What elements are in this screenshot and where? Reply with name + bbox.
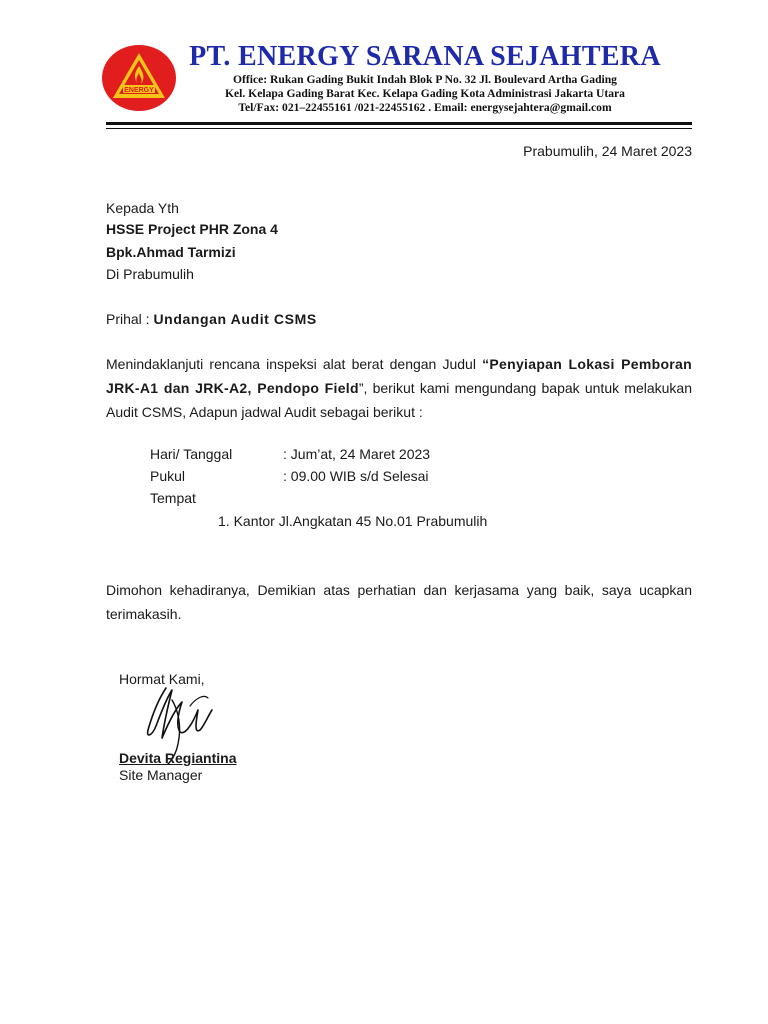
schedule-day-label: Hari/ Tanggal — [150, 446, 233, 462]
schedule-place-label: Tempat — [150, 490, 196, 506]
contact-line: Tel/Fax: 021–22455161 /021-22455162 . Email: energysejahtera@gmail.com — [238, 101, 612, 114]
company-logo — [101, 44, 177, 112]
recipient-organization: HSSE Project PHR Zona 4 — [106, 221, 278, 237]
address-line-1: Office: Rukan Gading Bukit Indah Blok P No. 32 Jl. Boulevard Artha Gading — [233, 73, 617, 86]
subject-label: Prihal : — [106, 311, 154, 327]
regards-text: Hormat Kami, — [119, 671, 205, 687]
body-paragraph — [106, 352, 692, 424]
project-title: “Penyiapan Lokasi Pemboran JRK-A1 dan JRK-A2, Pendopo Field — [106, 356, 692, 396]
schedule-time-value: : 09.00 WIB s/d Selesai — [283, 468, 429, 484]
schedule-day-value: : Jum’at, 24 Maret 2023 — [283, 446, 431, 462]
body-text-1: Menindaklanjuti rencana inspeksi alat berat dengan Judul — [106, 356, 483, 372]
place-date: Prabumulih, 24 Maret 2023 — [523, 143, 692, 159]
letterhead-divider-thick — [106, 122, 692, 125]
subject-line — [106, 310, 317, 328]
company-name: PT. ENERGY SARANA SEJAHTERA — [189, 41, 661, 72]
closing-paragraph: Dimohon kehadiranya, Demikian atas perhatian dan kerjasama yang baik, saya ucapkan terimakasih. — [106, 582, 692, 622]
signer-position: Site Manager — [119, 767, 203, 783]
schedule-time-label: Pukul — [150, 468, 186, 484]
subject-value: Undangan Audit CSMS — [153, 311, 317, 327]
recipient-person: Bpk.Ahmad Tarmizi — [106, 244, 236, 260]
logo-text: ENERGY — [124, 87, 154, 94]
letterhead-divider-thin — [106, 128, 692, 129]
body-text-2: ”, berikut kami mengundang bapak untuk melakukan Audit CSMS, Adapun jadwal Audit sebagai berikut : — [106, 380, 692, 420]
schedule-location: 1. Kantor Jl.Angkatan 45 No.01 Prabumulih — [218, 513, 488, 529]
address-line-2: Kel. Kelapa Gading Barat Kec. Kelapa Gading Kota Administrasi Jakarta Utara — [225, 87, 625, 100]
recipient-salutation: Kepada Yth — [106, 200, 179, 216]
recipient-location: Di Prabumulih — [106, 266, 194, 282]
signer-name: Devita Regiantina — [119, 750, 237, 766]
